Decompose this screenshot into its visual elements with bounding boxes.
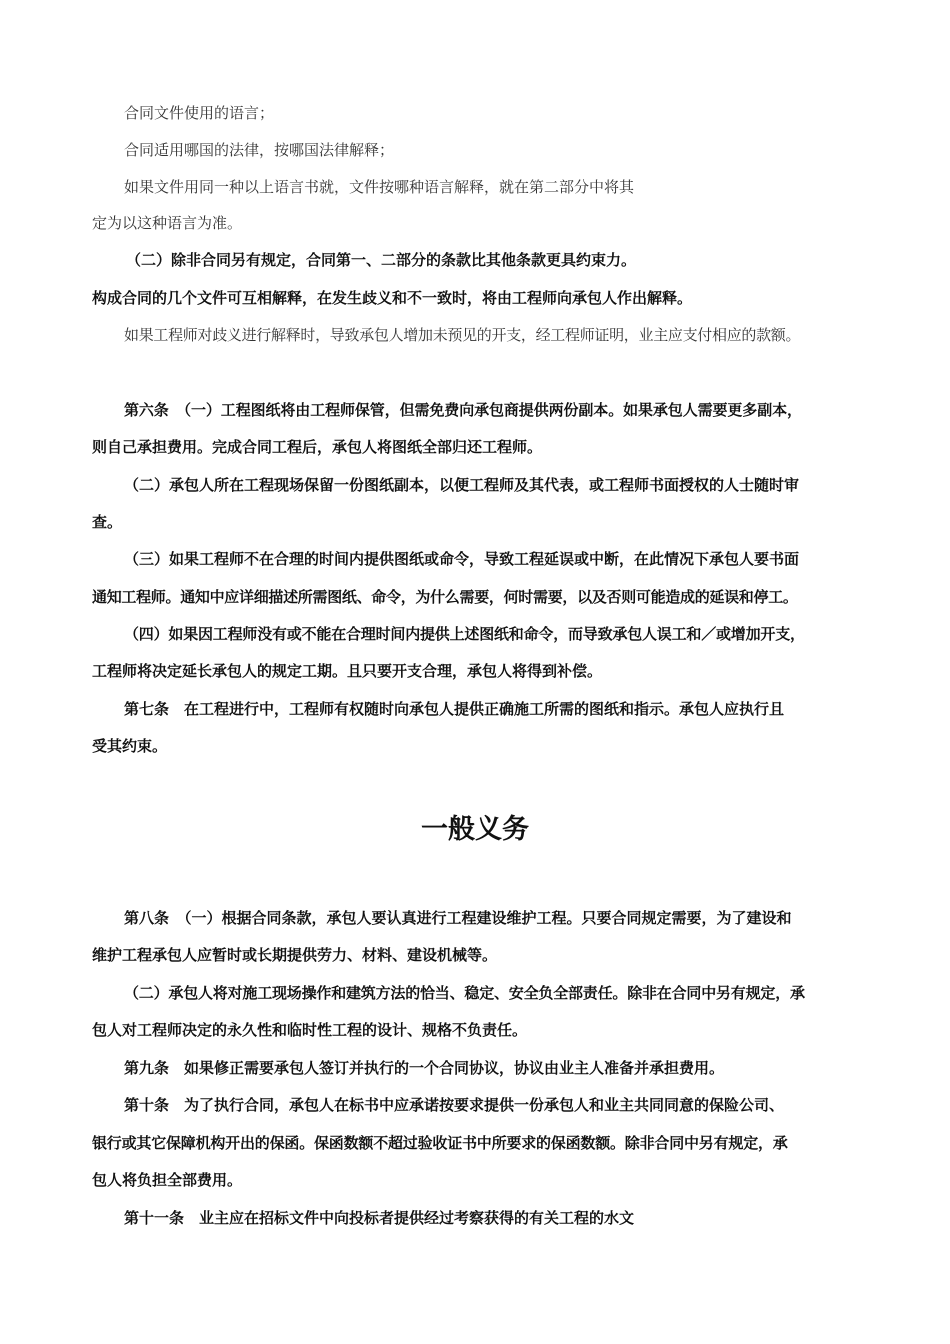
article-9-line: 第九条 如果修正需要承包人签订并执行的一个合同协议，协议由业主人准备并承担费用。 (124, 1059, 725, 1077)
article-7-line: 受其约束。 (92, 737, 168, 755)
article-11-line: 第十一条 业主应在招标文件中向投标者提供经过考察获得的有关工程的水文 (124, 1209, 635, 1227)
article-6-line: （四）如果因工程师没有或不能在合理时间内提供上述图纸和命令，而导致承包人误工和／或增加开支， (124, 625, 805, 643)
clause-line: 构成合同的几个文件可互相解释，在发生歧义和不一致时，将由工程师向承包人作出解释。 (92, 289, 693, 307)
text-line: 合同文件使用的语言； (124, 104, 275, 122)
article-8-line: （二）承包人将对施工现场操作和建筑方法的恰当、稳定、安全负全部责任。除非在合同中另有规定，承 (124, 984, 805, 1002)
article-6-line: 工程师将决定延长承包人的规定工期。且只要开支合理，承包人将得到补偿。 (92, 662, 603, 680)
text-line: 合同适用哪国的法律，按哪国法律解释； (124, 141, 395, 159)
section-heading: 一般义务 (421, 814, 529, 845)
text-line: 定为以这种语言为准。 (92, 214, 243, 232)
article-10-line: 包人将负担全部费用。 (92, 1171, 243, 1189)
article-10-line: 银行或其它保障机构开出的保函。保函数额不超过验收证书中所要求的保函数额。除非合同中另有规定，承 (92, 1134, 788, 1152)
clause-line: （二）除非合同另有规定，合同第一、二部分的条款比其他条款更具约束力。 (126, 251, 637, 269)
article-6-line: 第六条 （一）工程图纸将由工程师保管，但需免费向承包商提供两份副本。如果承包人需要更多副本， (124, 401, 802, 419)
article-8-line: 维护工程承包人应暂时或长期提供劳力、材料、建设机械等。 (92, 946, 498, 964)
article-8-line: 第八条 （一）根据合同条款，承包人要认真进行工程建设维护工程。只要合同规定需要，为了建设和 (124, 909, 792, 927)
article-6-line: 通知工程师。通知中应详细描述所需图纸、命令，为什么需要，何时需要，以及否则可能造成的延误和停工。 (92, 588, 798, 606)
article-6-line: （二）承包人所在工程现场保留一份图纸副本，以便工程师及其代表，或工程师书面授权的人士随时审 (124, 476, 800, 494)
article-7-line: 第七条 在工程进行中，工程师有权随时向承包人提供正确施工所需的图纸和指示。承包人应执行且 (124, 700, 785, 718)
article-6-line: （三）如果工程师不在合理的时间内提供图纸或命令，导致工程延误或中断，在此情况下承包人要书面 (124, 550, 800, 568)
article-10-line: 第十条 为了执行合同，承包人在标书中应承诺按要求提供一份承包人和业主共同同意的保险公司、 (124, 1096, 785, 1114)
article-6-line: 则自己承担费用。完成合同工程后，承包人将图纸全部归还工程师。 (92, 438, 543, 456)
text-line: 如果文件用同一种以上语言书就，文件按哪种语言解释，就在第二部分中将其 (124, 178, 635, 196)
article-8-line: 包人对工程师决定的永久性和临时性工程的设计、规格不负责任。 (92, 1021, 528, 1039)
article-6-line: 查。 (92, 513, 123, 531)
text-line: 如果工程师对歧义进行解释时，导致承包人增加未预见的开支，经工程师证明，业主应支付相应的款额。 (124, 326, 801, 344)
